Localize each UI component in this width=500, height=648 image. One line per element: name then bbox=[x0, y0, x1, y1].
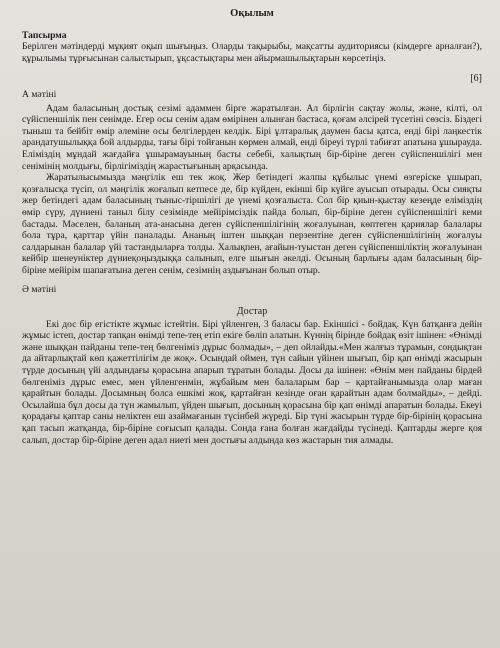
text-a-paragraph: Адам баласының достық сезімі адаммен бірге жаратылған. Ал бірлігін сақтау жолы, және, кілті, ол сүйіспеншілік пен сенімде. Егер осы сенім адам өмірінен алынған бастаса, қоғам әлсірей түсетіні сөзсіз. Біздегі тыныш та бейбіт өмір әлеміне осы белгілерден келдік. Бірі ұлтаралық даумен басы қатса, енді бірі лаңкестік арандатушылыққа бой алдырды, тағы бірі тойғанын көрмен алмай, енді біреуі түрлі табиғат апатына ұшырауда. Еліміздің мұндай жағдайға ұшырамауының басты себебі, халықтың бір-біріне деген сүйіспеншілігі мен сенімінің молдығы, бірлігіміздің жарастығының арқасында. bbox=[22, 102, 482, 172]
task-heading: Тапсырма bbox=[22, 29, 67, 41]
page-title: Оқылым bbox=[230, 8, 274, 19]
text-a-paragraph: Жаратылысымызда мәңгілік еш тек жоқ. Жер бетіндегі жалпы құбылыс үнемі өзгеріске ұшырап, қозғалысқа түсіп, ол мәңгілік жоғалып кетпесе де, бір күйден, екінші бір күйге ауысып отырады. Осы сияқты жер бетіндегі адам баласының тыныс-тіршілігі де үнемі қозғалыста. Сол бір қиын-қыстау кезеңде еліміздің өмір сүру, дүниені таныл білу сезімінде мейірімсіздік пайда болып, бір-біріне деген сүйіспеншілігі кеми бастады. Мәселен, баланың ата-анасына деген сүйіспеншілігінің жоғалуынан, көптеген қариялар балалары бола тұра, қарттар үйін паналады. Ананың іштен шыққан перзентіне деген сүйіспеншілігінің жоғалуы салдарынан балалар үйі тастандыларға толды. Халықпен, ағайын-туыстан деген сүйіспеншіліктің жоғалуынан кейбір шенеуніктер дүниеқоңыздыққа салынып, елге шығын әкелді. Осының барлығы адам баласының бір-біріне мейірім шапағатына деген сенім, сезімнің аздығынан болып отыр. bbox=[22, 172, 482, 276]
task-instructions: Берілген мәтіндерді мұқият оқып шығыңыз. Оларды тақырыбы, мақсатты аудиториясы (кімдерге арналған?), құрылымы тұрғысынан салыстырып, ұқсастықтары мен айырмашылықтарын көрсетіңіз. bbox=[22, 41, 482, 64]
text-b-heading: Ә мәтіні bbox=[22, 284, 57, 296]
marks-label: [6] bbox=[470, 73, 482, 85]
story-title: Достар bbox=[236, 306, 268, 318]
text-b-paragraph: Екі дос бір егістікте жұмыс істейтін. Бірі үйленген, 3 баласы бар. Екіншісі - бойдақ. Күн батқанға дейін жұмыс істеп, достар тапқан өнімді тепе-тең етіп екіге бөліп алатын. Күннің бірінде бойдақ өзіт ішінен: «Өнімді және шыққан пайданы тепе-тең бөлгеніміз дұрыс болмады», – деп ойлайды.«Мен жалғыз тұрамын, сондықтан да айтарлықтай көп қажеттілігім де жоқ». Осындай оймен, түн сайын үйінен шығып, бір қап өнімді жасырын түрде досының үйі алдындағы қорасына апарып тұратын болады. Досы да ішінен: «Өнім мен пайданы бірдей бөлгеніміз дұрыс емес, мен үйленгенмін, жұбайым мен балаларым бар – қартайғанымызда олар маған қарайтын болады. Досымның болса ешкімі жоқ, қартайған кезінде оған қарайтын адам болмайды», – дейді. Осылайша бұл досы да түн жамылып, үйден шығып, досының қорасына бір қап өнімді апаратын болады. Екеуі қорадағы қаптар саны неліктен еш азаймағанын түсінбей жүреді. Бір түні жасырын түрде бір-бірінің қорасына қап тасып жатқанда, бір-біріне соғысып қалады. Сонда ғана болған жағдайды түсінеді. Қаптарды жерге қоя салып, достар бір-біріне деген адал ниеті мен достығы алдында көз жастарын тия алмады. bbox=[22, 318, 482, 446]
text-a-heading: А мәтіні bbox=[22, 88, 57, 100]
